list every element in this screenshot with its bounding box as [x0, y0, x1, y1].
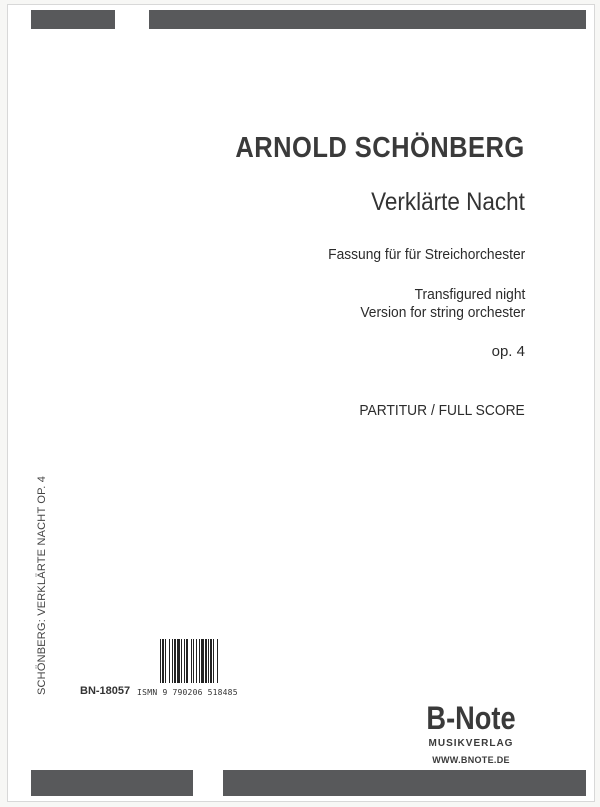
ismn-line — [137, 688, 238, 697]
publisher-logo[interactable] — [416, 702, 526, 765]
catalog-number: BN-18057 — [80, 685, 131, 697]
publisher-subline: MUSIKVERLAG — [428, 738, 514, 749]
publisher-url[interactable]: WWW.BNOTE.DE — [432, 755, 510, 765]
spine-text: SCHÖNBERG: VERKLÄRTE NACHT OP. 4 — [36, 475, 48, 695]
subtitle-english-version: Version for string orchester — [360, 304, 525, 321]
work-title: Verklärte Nacht — [371, 188, 525, 216]
bottom-band-gap — [193, 770, 223, 796]
top-band — [31, 10, 586, 29]
subtitle-german: Fassung für für Streichorchester — [327, 246, 525, 263]
composer-name: ARNOLD SCHÖNBERG — [235, 132, 525, 164]
opus-number: op. 4 — [491, 343, 525, 360]
score-type: PARTITUR / FULL SCORE — [359, 402, 525, 419]
barcode — [160, 639, 250, 683]
bottom-band — [31, 770, 586, 796]
publisher-brand: B-Note — [426, 700, 516, 736]
top-band-gap — [115, 10, 149, 29]
barcode-stripe — [218, 639, 219, 683]
subtitle-english-title: Transfigured night — [414, 286, 525, 303]
ismn-number: 9 790206 518485 — [162, 688, 238, 697]
ismn-label: ISMN — [137, 688, 158, 697]
